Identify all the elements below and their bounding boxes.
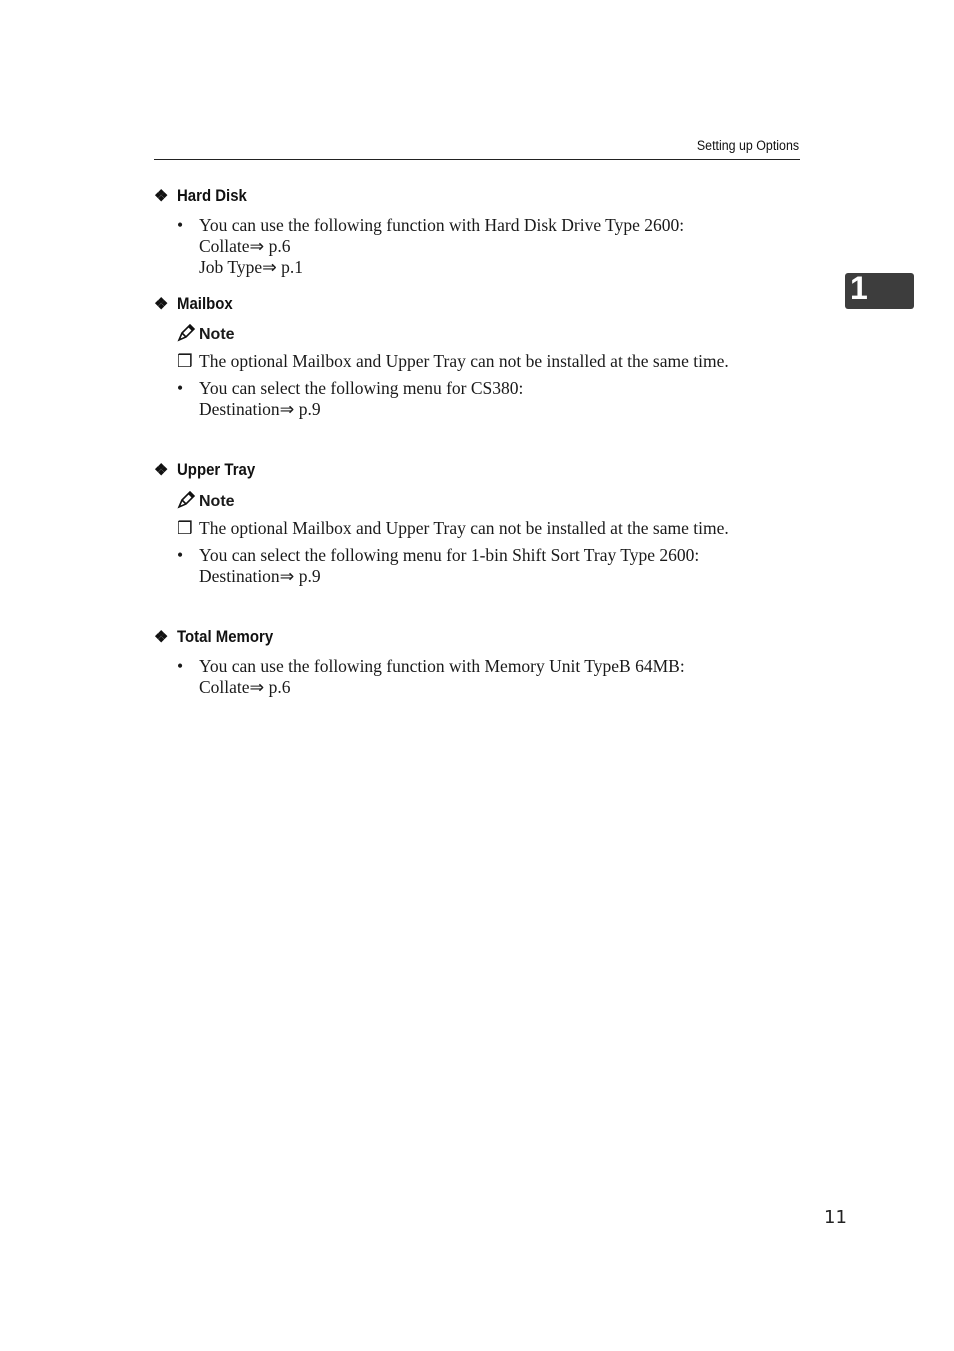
- section-heading: [154, 294, 800, 316]
- section-total-memory: [154, 627, 800, 698]
- bullet-item: [154, 545, 800, 587]
- page-number: 11: [824, 1207, 847, 1228]
- section-title: Hard Disk: [177, 186, 247, 205]
- note-text: The optional Mailbox and Upper Tray can not be installed at the same time.: [199, 518, 729, 538]
- bullet-item: [154, 378, 800, 420]
- reference-destination: Destination⇒ p.9: [199, 566, 321, 586]
- note-heading: [154, 493, 800, 515]
- reference-collate: Collate⇒ p.6: [199, 236, 291, 256]
- section-heading: [154, 186, 800, 208]
- bullet-item: [154, 215, 800, 278]
- diamond-icon: ❖: [154, 629, 169, 646]
- section-title: Mailbox: [177, 294, 233, 313]
- running-header: Setting up Options: [696, 138, 799, 153]
- bullet-icon: •: [177, 545, 184, 565]
- note-heading: [154, 326, 800, 348]
- section-heading: [154, 627, 800, 649]
- section-title: Upper Tray: [177, 460, 256, 479]
- note-label: Note: [199, 326, 235, 343]
- note-label: Note: [199, 493, 235, 510]
- bullet-icon: •: [177, 378, 184, 398]
- checkbox-icon: ❒: [177, 518, 193, 538]
- header-rule: [154, 159, 800, 160]
- bullet-text: You can use the following function with Memory Unit TypeB 64MB:: [199, 656, 685, 676]
- section-hard-disk: [154, 186, 800, 278]
- bullet-text: You can select the following menu for 1-bin Shift Sort Tray Type 2600:: [199, 545, 700, 565]
- section-mailbox: [154, 294, 800, 420]
- checkbox-icon: ❒: [177, 351, 193, 371]
- section-title: Total Memory: [177, 627, 274, 646]
- note-text: The optional Mailbox and Upper Tray can not be installed at the same time.: [199, 351, 729, 371]
- section-upper-tray: [154, 460, 800, 587]
- section-heading: [154, 460, 800, 482]
- note-item: [154, 351, 800, 372]
- bullet-text: You can select the following menu for CS380:: [199, 378, 524, 398]
- diamond-icon: ❖: [154, 462, 169, 479]
- chapter-tab: [845, 270, 914, 309]
- reference-destination: Destination⇒ p.9: [199, 399, 321, 419]
- pencil-icon: [177, 322, 197, 342]
- diamond-icon: ❖: [154, 188, 169, 205]
- bullet-icon: •: [177, 215, 184, 235]
- reference-job-type: Job Type⇒ p.1: [199, 257, 304, 277]
- pencil-icon: [177, 489, 197, 509]
- bullet-item: [154, 656, 800, 698]
- note-item: [154, 518, 800, 539]
- reference-collate: Collate⇒ p.6: [199, 677, 291, 697]
- bullet-text: You can use the following function with Hard Disk Drive Type 2600:: [199, 215, 685, 235]
- bullet-icon: •: [177, 656, 184, 676]
- diamond-icon: ❖: [154, 296, 169, 313]
- chapter-number: 1: [850, 270, 868, 306]
